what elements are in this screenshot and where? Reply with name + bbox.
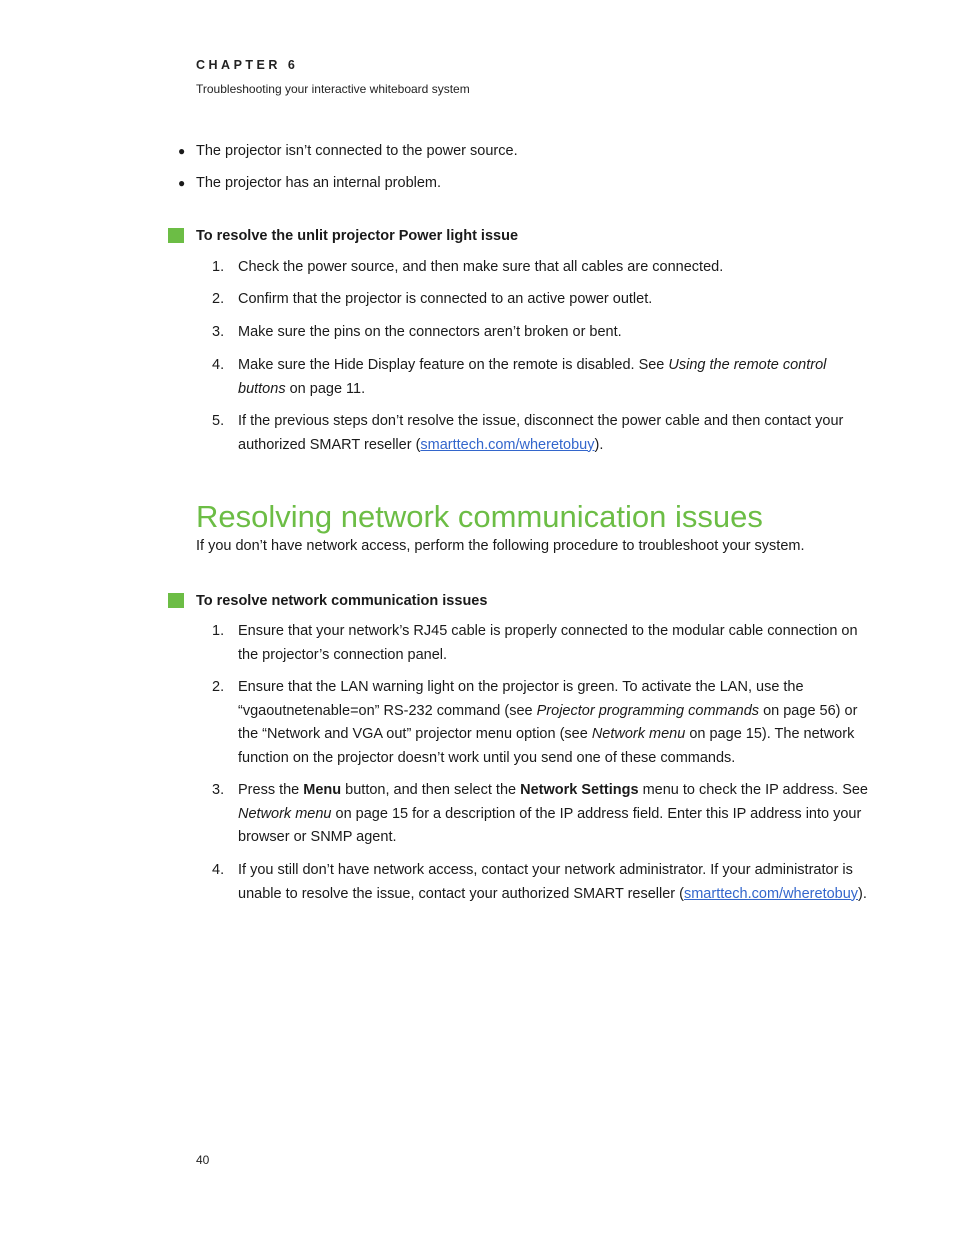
cross-reference: Projector programming commands [536, 702, 760, 719]
step-text-part: button, and then select the [341, 782, 521, 798]
step-text-part: If you still don’t have network access, contact your network administrator. If your administrator is unable to resolve the issue, contact your authorized SMART reseller ( [238, 862, 853, 902]
step-text-part: If the previous steps don’t resolve the issue, disconnect the power cable and then contact your authorized SMART reseller ( [238, 413, 844, 453]
step-text: Check the power source, and then make sure that all cables are connected. [238, 259, 724, 275]
bullet-text: The projector isn’t connected to the power source. [196, 143, 518, 159]
procedure-step [212, 620, 872, 667]
step-number: 2. [212, 291, 225, 307]
step-number: 5. [212, 413, 225, 429]
step-number: 2. [212, 679, 225, 695]
section-intro: If you don’t have network access, perform the following procedure to troubleshoot your system. [196, 538, 805, 554]
step-text-part: Ensure that the LAN warning light on the projector is green. To activate the LAN, use the “vgaoutnetenable=on” RS-232 command (see [238, 679, 804, 719]
procedure-step [212, 288, 872, 312]
step-text: Ensure that your network’s RJ45 cable is properly connected to the modular cable connection on the projector’s connection panel. [238, 623, 858, 663]
step-text [238, 859, 872, 906]
procedure-step [212, 859, 872, 906]
cross-reference: Using the remote control buttons [238, 357, 827, 397]
step-text-part: ). [594, 436, 604, 453]
step-number: 1. [212, 623, 225, 639]
step-text [238, 410, 872, 457]
procedure-heading-text: To resolve the unlit projector Power light issue [196, 228, 519, 244]
step-text [238, 779, 872, 850]
step-number: 1. [212, 259, 225, 275]
page-number: 40 [196, 1153, 210, 1167]
step-number: 3. [212, 324, 225, 340]
procedure-step [212, 779, 872, 850]
section-title: Resolving network communication issues [196, 499, 763, 534]
procedure-step [212, 354, 872, 401]
reseller-link[interactable]: smarttech.com/wheretobuy [420, 436, 595, 453]
step-number: 3. [212, 782, 225, 798]
step-text [238, 354, 872, 401]
chapter-label: CHAPTER 6 [196, 58, 299, 72]
procedure-step [212, 410, 872, 457]
procedure-step [212, 256, 872, 280]
network-settings-term: Network Settings [520, 782, 639, 798]
bullet-icon: ● [178, 176, 186, 190]
bullet-icon: ● [178, 144, 186, 158]
step-number: 4. [212, 357, 225, 373]
cross-reference: Network menu [591, 726, 686, 742]
step-text: Confirm that the projector is connected to an active power outlet. [238, 291, 653, 307]
procedure-step [212, 676, 872, 770]
menu-term: Menu [303, 782, 342, 798]
step-text-part: on page 15 for a description of the IP address field. Enter this IP address into your browser or SNMP agent. [238, 805, 862, 845]
step-text [238, 676, 872, 770]
procedure-square-icon [168, 593, 184, 608]
reseller-link[interactable]: smarttech.com/wheretobuy [683, 885, 859, 902]
procedure-heading-text: To resolve network communication issues [196, 593, 488, 609]
step-text-part: on page 11. [285, 380, 366, 397]
step-text-part: on page 56) or the “Network and VGA out” projector menu option (see [238, 702, 858, 742]
step-text-part: on page 15). The network function on the projector doesn’t work until you send one of these commands. [238, 726, 855, 766]
procedure-square-icon [168, 228, 184, 243]
step-text: Make sure the pins on the connectors aren’t broken or bent. [238, 324, 622, 340]
procedure-step [212, 321, 872, 345]
step-text-part: ). [858, 885, 867, 902]
chapter-subtitle: Troubleshooting your interactive whiteboard system [196, 82, 470, 96]
bullet-text: The projector has an internal problem. [196, 175, 442, 191]
cross-reference: Network menu [238, 805, 332, 822]
step-text-part: menu to check the IP address. See [638, 782, 868, 798]
step-text-part: Press the [238, 782, 304, 798]
step-text-part: Make sure the Hide Display feature on the remote is disabled. See [238, 357, 669, 373]
step-number: 4. [212, 862, 225, 878]
